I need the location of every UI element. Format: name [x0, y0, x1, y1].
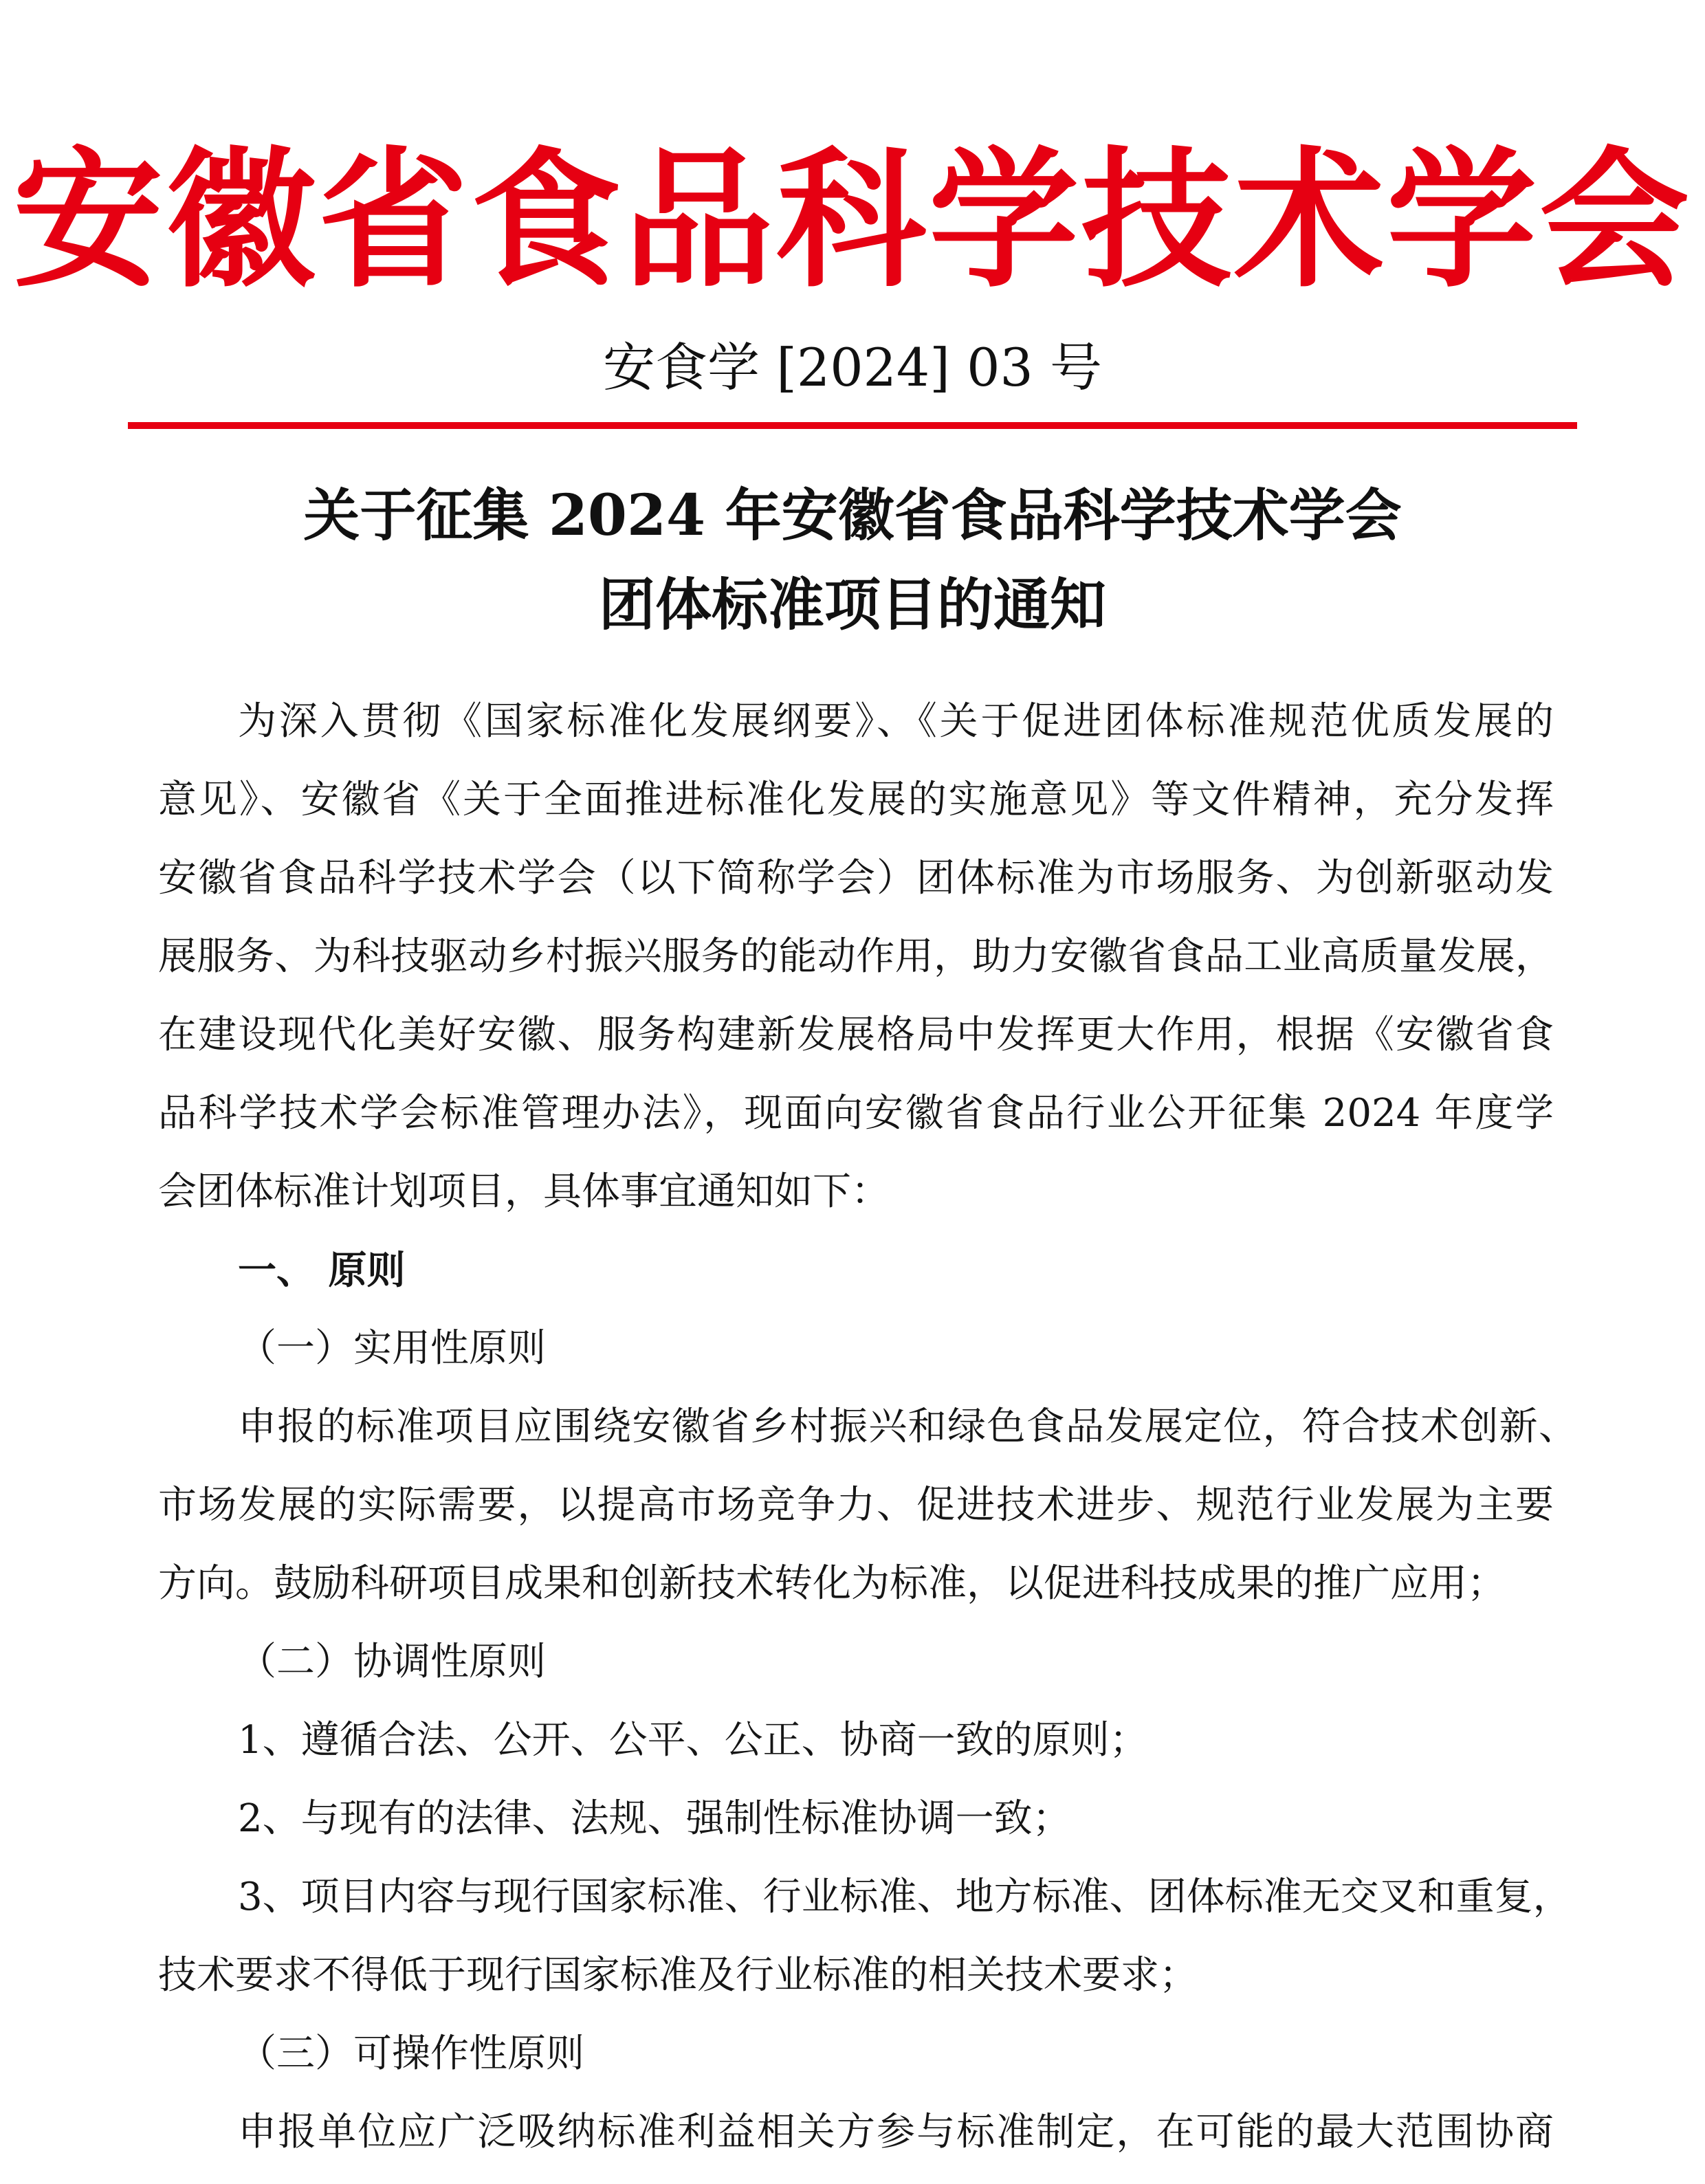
notice-title-line-1: 关于征集 2024 年安徽省食品科学技术学会 — [303, 483, 1402, 549]
sub1-line-3: 方向。鼓励科研项目成果和创新技术转化为标准，以促进科技成果的推广应用； — [158, 1561, 1506, 1606]
sub2-item-1: 1、遵循合法、公开、公平、公正、协商一致的原则； — [238, 1718, 1148, 1763]
sub3-line-1: 申报单位应广泛吸纳标准利益相关方参与标准制定，在可能的最大范围协商 — [238, 2110, 1554, 2154]
intro-line-7: 会团体标准计划项目，具体事宜通知如下： — [158, 1169, 890, 1214]
intro-line-5: 在建设现代化美好安徽、服务构建新发展格局中发挥更大作用，根据《安徽省食 — [158, 1013, 1554, 1057]
red-divider-line — [128, 422, 1577, 429]
intro-line-4: 展服务、为科技驱动乡村振兴服务的能动作用，助力安徽省食品工业高质量发展， — [158, 934, 1554, 979]
sub1-line-1: 申报的标准项目应围绕安徽省乡村振兴和绿色食品发展定位，符合技术创新、 — [238, 1404, 1577, 1449]
sub2-item-3: 3、项目内容与现行国家标准、行业标准、地方标准、团体标准无交叉和重复， — [238, 1875, 1572, 1919]
subsection-1-heading: （一）实用性原则 — [238, 1326, 546, 1371]
intro-line-2: 意见》、安徽省《关于全面推进标准化发展的实施意见》等文件精神，充分发挥 — [158, 777, 1554, 822]
section-1-heading: 一、 原则 — [238, 1248, 406, 1293]
org-masthead: 安徽省食品科学技术学会 — [13, 132, 1692, 308]
subsection-3-heading: （三）可操作性原则 — [238, 2031, 584, 2076]
notice-title-line-2: 团体标准项目的通知 — [598, 572, 1106, 638]
intro-line-3: 安徽省食品科学技术学会（以下简称学会）团体标准为市场服务、为创新驱动发 — [158, 856, 1554, 901]
subsection-2-heading: （二）协调性原则 — [238, 1640, 546, 1684]
document-number: 安食学 [2024] 03 号 — [603, 337, 1102, 398]
sub2-item-3-cont: 技术要求不得低于现行国家标准及行业标准的相关技术要求； — [158, 1953, 1198, 1998]
intro-line-6: 品科学技术学会标准管理办法》，现面向安徽省食品行业公开征集 2024 年度学 — [158, 1091, 1554, 1136]
sub1-line-2: 市场发展的实际需要，以提高市场竞争力、促进技术进步、规范行业发展为主要 — [158, 1483, 1554, 1527]
sub2-item-2: 2、与现有的法律、法规、强制性标准协调一致； — [238, 1796, 1071, 1841]
intro-line-1: 为深入贯彻《国家标准化发展纲要》、《关于促进团体标准规范优质发展的 — [238, 699, 1554, 744]
